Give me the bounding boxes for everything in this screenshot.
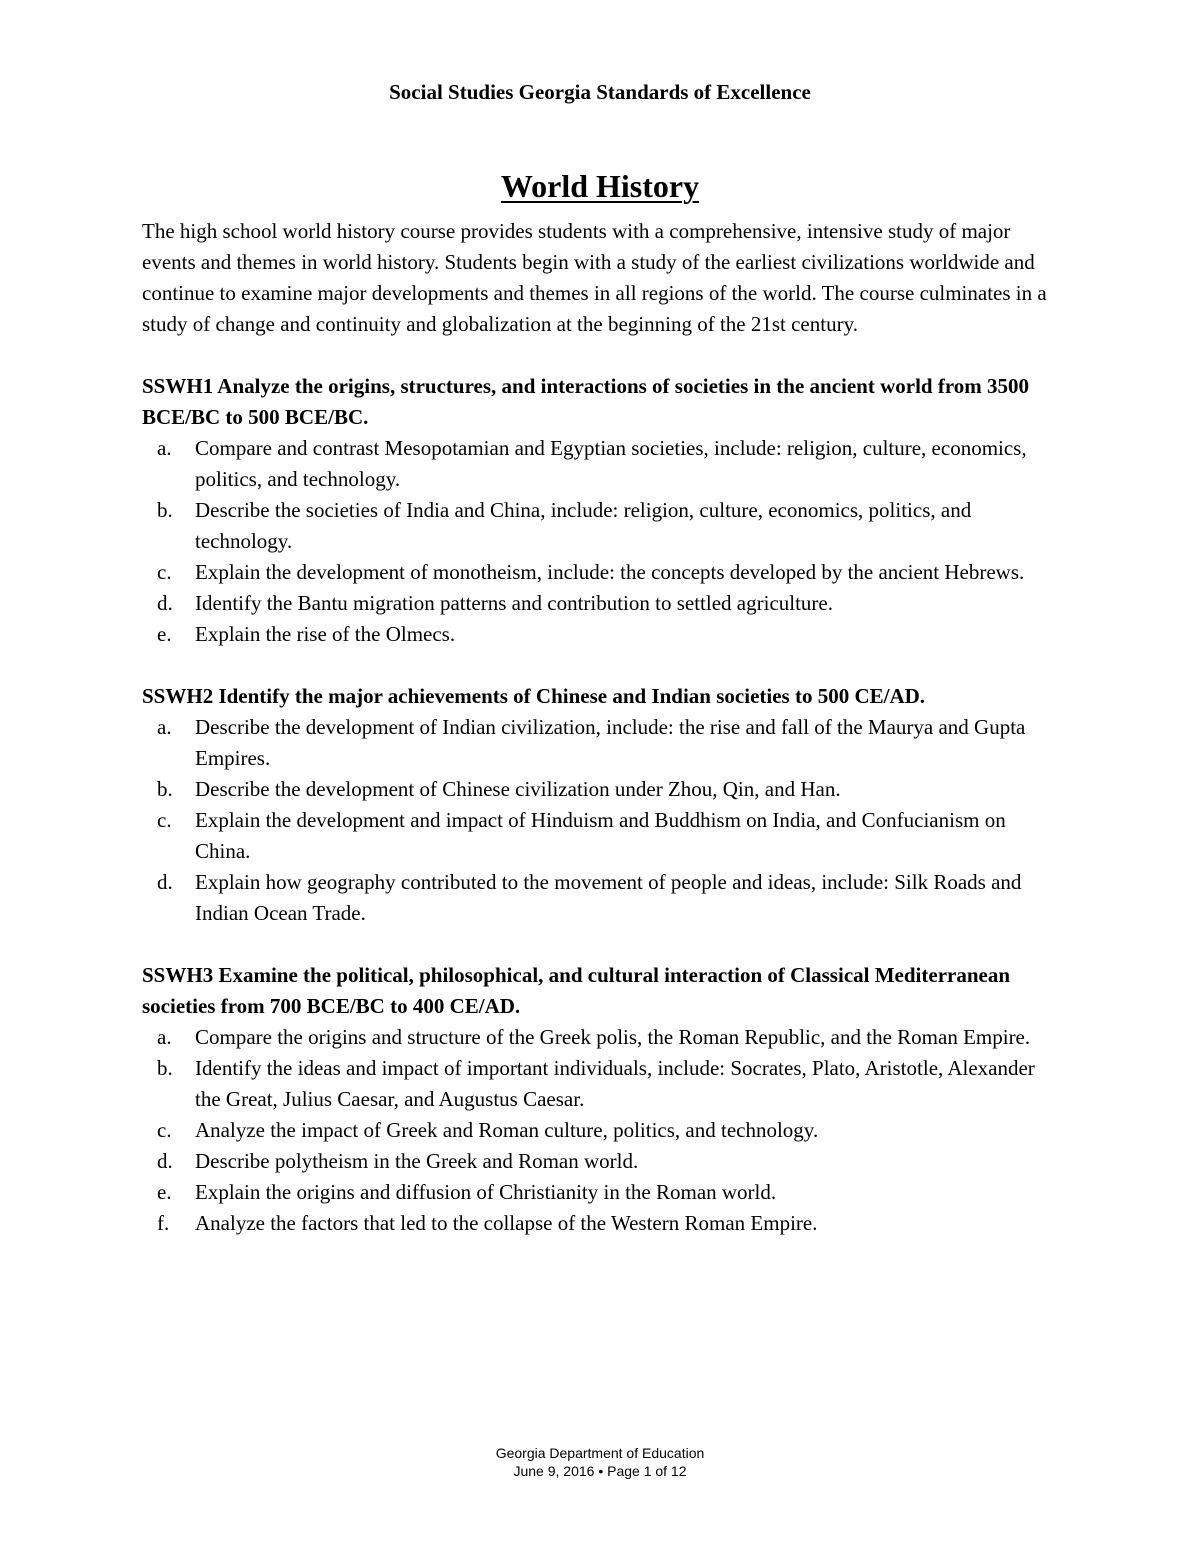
element-letter: d.: [157, 591, 173, 615]
list-item: [142, 619, 1062, 650]
element-letter-cell: [142, 805, 195, 867]
element-letter-cell: [142, 867, 195, 929]
element-letter: d.: [157, 870, 173, 894]
element-letter: e.: [157, 622, 172, 646]
element-letter: c.: [157, 560, 172, 584]
list-item: [142, 433, 1062, 495]
element-text: Explain the rise of the Olmecs.: [195, 622, 456, 646]
element-text: Describe polytheism in the Greek and Roman world.: [195, 1149, 639, 1173]
element-letter: d.: [157, 1149, 173, 1173]
standards-list: [142, 371, 1062, 1239]
course-title: World History: [500, 168, 700, 204]
element-letter: b.: [157, 1056, 173, 1080]
element-letter-cell: [142, 712, 195, 774]
standard-elements: [142, 433, 1062, 650]
standard-section: [142, 681, 1062, 929]
list-item: [142, 1208, 1062, 1239]
element-text: Analyze the factors that led to the collapse of the Western Roman Empire.: [195, 1211, 818, 1235]
standard-section: [142, 371, 1062, 650]
element-letter: a.: [157, 1025, 172, 1049]
list-item: [142, 712, 1062, 774]
element-letter: a.: [157, 436, 172, 460]
element-text: Describe the development of Indian civilization, include: the rise and fall of the Maurya and Gupta Empires.: [195, 715, 1026, 770]
element-letter: b.: [157, 777, 173, 801]
course-intro: The high school world history course provides students with a comprehensive, intensive study of major events and themes in world history. Students begin with a study of the earliest civilizations worldwide and continue to examine major developments and themes in all regions of the world. The course culminates in a study of change and continuity and globalization at the beginning of the 21st century.: [142, 219, 1047, 336]
element-letter-cell: [142, 557, 195, 588]
element-text: Identify the Bantu migration patterns and contribution to settled agriculture.: [195, 591, 833, 615]
element-text: Analyze the impact of Greek and Roman culture, politics, and technology.: [195, 1118, 819, 1142]
list-item: [142, 774, 1062, 805]
list-item: [142, 588, 1062, 619]
element-text: Explain how geography contributed to the movement of people and ideas, include: Silk Roads and Indian Ocean Trade.: [195, 870, 1022, 925]
list-item: [142, 867, 1062, 929]
standard-section: [142, 960, 1062, 1239]
list-item: [142, 1177, 1062, 1208]
element-letter-cell: [142, 1022, 195, 1053]
list-item: [142, 1053, 1062, 1115]
element-text: Describe the societies of India and China, include: religion, culture, economics, politics, and technology.: [195, 498, 972, 553]
element-letter-cell: [142, 774, 195, 805]
standard-elements: [142, 712, 1062, 929]
element-letter-cell: [142, 1177, 195, 1208]
footer-page-info: June 9, 2016 • Page 1 of 12: [513, 1463, 687, 1479]
element-letter-cell: [142, 433, 195, 495]
element-letter-cell: [142, 619, 195, 650]
document-footer: [0, 1444, 1200, 1480]
standard-heading: SSWH3 Examine the political, philosophical, and cultural interaction of Classical Mediterranean societies from 700 BCE/BC to 400 CE/AD.: [142, 963, 1011, 1018]
element-letter: e.: [157, 1180, 172, 1204]
standard-heading: SSWH1 Analyze the origins, structures, and interactions of societies in the ancient world from 3500 BCE/BC to 500 BCE/BC.: [142, 374, 1030, 429]
list-item: [142, 805, 1062, 867]
element-letter: c.: [157, 808, 172, 832]
element-letter: b.: [157, 498, 173, 522]
element-text: Compare and contrast Mesopotamian and Egyptian societies, include: religion, culture, economics, politics, and technology.: [195, 436, 1027, 491]
element-text: Explain the development and impact of Hinduism and Buddhism on India, and Confucianism on China.: [195, 808, 1006, 863]
element-text: Explain the origins and diffusion of Christianity in the Roman world.: [195, 1180, 777, 1204]
element-text: Describe the development of Chinese civilization under Zhou, Qin, and Han.: [195, 777, 841, 801]
document-header: Social Studies Georgia Standards of Excellence: [389, 80, 811, 104]
list-item: [142, 1146, 1062, 1177]
footer-organization: Georgia Department of Education: [495, 1445, 705, 1461]
element-letter-cell: [142, 588, 195, 619]
standard-elements: [142, 1022, 1062, 1239]
element-text: Identify the ideas and impact of important individuals, include: Socrates, Plato, Aristotle, Alexander the Great, Julius Caesar, and Augustus Caesar.: [195, 1056, 1035, 1111]
element-text: Compare the origins and structure of the Greek polis, the Roman Republic, and the Roman Empire.: [195, 1025, 1031, 1049]
document-body: [142, 216, 1062, 1239]
list-item: [142, 557, 1062, 588]
list-item: [142, 495, 1062, 557]
element-letter-cell: [142, 495, 195, 557]
element-letter: c.: [157, 1118, 172, 1142]
element-letter-cell: [142, 1146, 195, 1177]
element-letter: a.: [157, 715, 172, 739]
element-letter-cell: [142, 1053, 195, 1115]
element-letter-cell: [142, 1115, 195, 1146]
element-letter-cell: [142, 1208, 195, 1239]
element-letter: f.: [157, 1211, 170, 1235]
list-item: [142, 1115, 1062, 1146]
standard-heading: SSWH2 Identify the major achievements of Chinese and Indian societies to 500 CE/AD.: [142, 684, 926, 708]
element-text: Explain the development of monotheism, include: the concepts developed by the ancient Hebrews.: [195, 560, 1025, 584]
list-item: [142, 1022, 1062, 1053]
